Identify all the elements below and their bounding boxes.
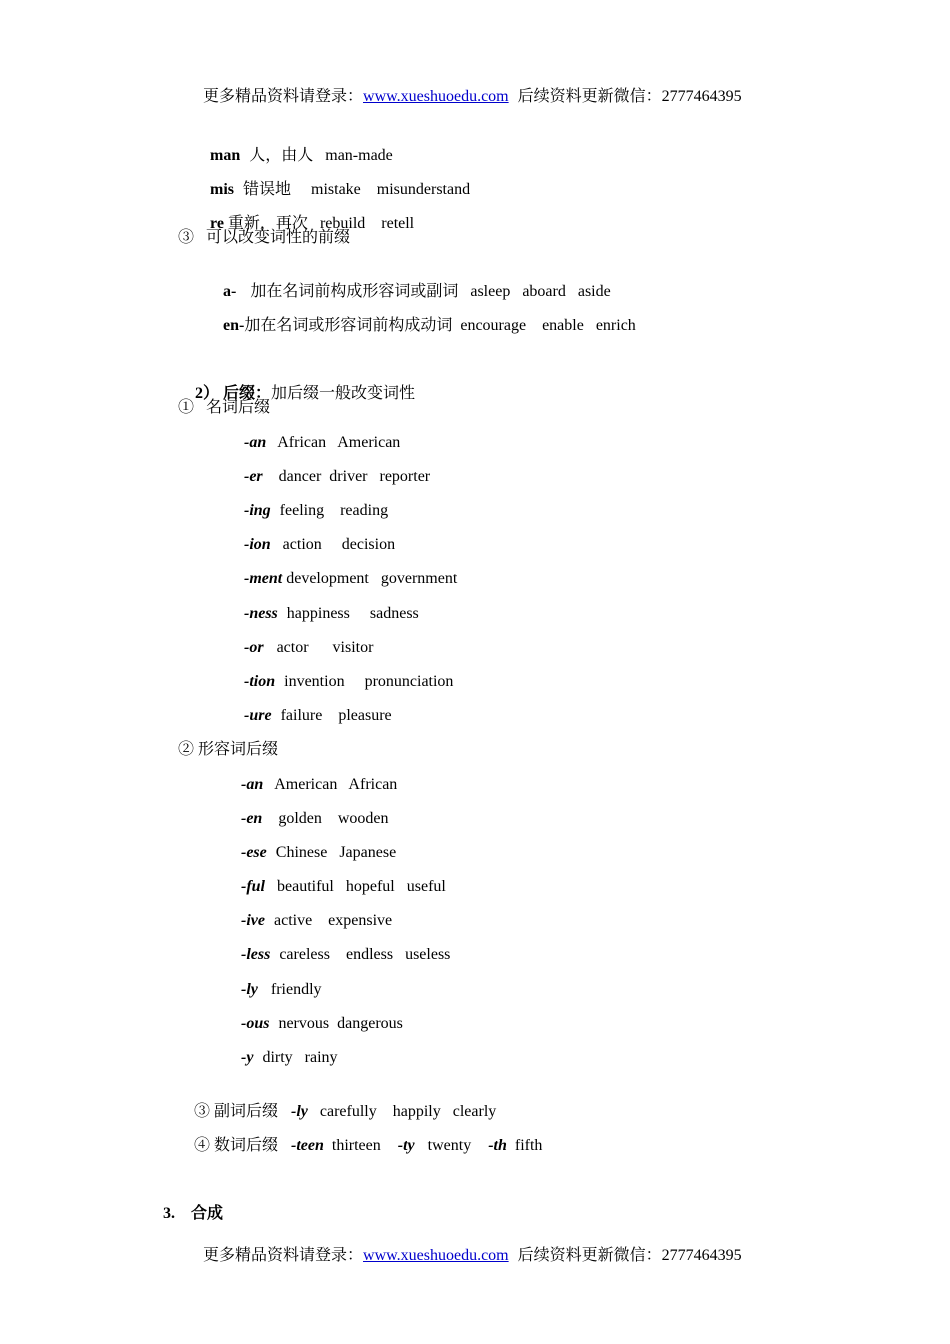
prefix-examples: asleep aboard aside bbox=[470, 283, 611, 300]
adj-suffix-row bbox=[241, 1014, 403, 1034]
suffix-term: -ful bbox=[241, 878, 265, 895]
adj-suffix-heading: ② 形容词后缀 bbox=[178, 741, 279, 758]
noun-suffix-row bbox=[244, 433, 400, 453]
header-suffix: 后续资料更新微信：2777464395 bbox=[517, 88, 742, 105]
suffix-examples: African American bbox=[277, 434, 401, 451]
adverb-suffix-label: ③ 副词后缀 bbox=[194, 1103, 279, 1120]
prefix-examples: man-made bbox=[325, 147, 393, 164]
noun-suffix-heading: ① 名词后缀 bbox=[178, 399, 271, 416]
prefix-meaning: 人，由人 bbox=[249, 147, 314, 164]
suffix-examples: beautiful hopeful useful bbox=[277, 878, 446, 895]
footer-prefix: 更多精品资料请登录： bbox=[203, 1247, 364, 1264]
noun-suffix-row bbox=[244, 467, 430, 487]
adj-suffix-row bbox=[241, 775, 397, 795]
suffix-examples: development government bbox=[286, 570, 458, 587]
suffix-term: -en bbox=[241, 810, 263, 827]
adj-suffix-row bbox=[241, 877, 446, 897]
suffix-examples: action decision bbox=[282, 536, 396, 553]
suffix-examples: Chinese Japanese bbox=[275, 844, 397, 861]
noun-suffix-row bbox=[244, 672, 453, 692]
suffix-term: -teen bbox=[291, 1137, 324, 1154]
footer-suffix: 后续资料更新微信：2777464395 bbox=[517, 1247, 742, 1264]
adj-suffix-row bbox=[241, 809, 389, 829]
section-compound-heading bbox=[155, 1184, 223, 1224]
suffix-examples: dirty rainy bbox=[262, 1049, 338, 1066]
adj-suffix-row bbox=[241, 911, 392, 931]
suffix-heading-label: 2） 后缀： bbox=[195, 385, 272, 402]
suffix-term: -or bbox=[244, 639, 264, 656]
suffix-examples: actor visitor bbox=[276, 639, 374, 656]
noun-suffix-row bbox=[244, 604, 419, 624]
prefix-meaning: 重新，再次 bbox=[227, 215, 308, 232]
suffix-term: -ing bbox=[244, 502, 271, 519]
prefix-meaning: 加在名词或形容词前构成动词 bbox=[244, 317, 453, 334]
suffix-examples: dancer driver reporter bbox=[278, 468, 431, 485]
noun-suffix-row bbox=[244, 501, 388, 521]
suffix-example: fifth bbox=[514, 1137, 543, 1154]
prefix-term: re bbox=[210, 215, 224, 232]
page-footer bbox=[195, 1226, 742, 1266]
prefix-examples: rebuild retell bbox=[319, 215, 415, 232]
prefix-term: a- bbox=[223, 283, 237, 300]
prefix-examples: mistake misunderstand bbox=[311, 181, 471, 198]
adj-suffix-row bbox=[241, 980, 322, 1000]
suffix-examples: invention pronunciation bbox=[284, 673, 454, 690]
section-title: 合成 bbox=[191, 1205, 224, 1222]
suffix-term: -ly bbox=[241, 981, 258, 998]
section-number: 3. bbox=[163, 1205, 175, 1222]
suffix-examples: friendly bbox=[270, 981, 322, 998]
suffix-examples: nervous dangerous bbox=[278, 1015, 403, 1032]
suffix-examples: American African bbox=[274, 776, 398, 793]
suffix-term: -er bbox=[244, 468, 263, 485]
prefix-term: mis bbox=[210, 181, 234, 198]
suffix-examples: carefully happily clearly bbox=[319, 1103, 497, 1120]
suffix-example: twenty bbox=[427, 1137, 472, 1154]
prefix-meaning: 错误地 bbox=[243, 181, 292, 198]
footer-link[interactable]: www.xueshuoedu.com bbox=[363, 1247, 509, 1264]
noun-suffix-row bbox=[244, 638, 373, 658]
adj-suffix-row bbox=[241, 945, 450, 965]
suffix-term: -ly bbox=[291, 1103, 308, 1120]
pos-prefix-row-en bbox=[215, 296, 636, 336]
page-header bbox=[195, 67, 742, 107]
header-prefix: 更多精品资料请登录： bbox=[203, 88, 364, 105]
numeral-suffix-row bbox=[186, 1116, 542, 1156]
noun-suffix-row bbox=[244, 569, 457, 589]
numeral-suffix-label: ④ 数词后缀 bbox=[194, 1137, 279, 1154]
suffix-term: -less bbox=[241, 946, 271, 963]
prefix-meaning: 加在名词前构成形容词或副词 bbox=[250, 283, 459, 300]
suffix-term: -ese bbox=[241, 844, 267, 861]
suffix-term: -ion bbox=[244, 536, 271, 553]
adj-suffix-row bbox=[241, 1048, 338, 1068]
suffix-term: -an bbox=[244, 434, 267, 451]
adj-suffix-row bbox=[241, 843, 396, 863]
suffix-term: -ure bbox=[244, 707, 272, 724]
suffix-term: -tion bbox=[244, 673, 276, 690]
suffix-examples: happiness sadness bbox=[286, 605, 419, 622]
suffix-examples: active expensive bbox=[273, 912, 393, 929]
suffix-examples: golden wooden bbox=[278, 810, 389, 827]
prefix-term: man bbox=[210, 147, 241, 164]
suffix-term: -ive bbox=[241, 912, 265, 929]
suffix-heading-text: 加后缀一般改变词性 bbox=[271, 385, 416, 402]
suffix-term: -ous bbox=[241, 1015, 270, 1032]
suffix-examples: failure pleasure bbox=[280, 707, 392, 724]
suffix-term: -an bbox=[241, 776, 264, 793]
prefix-term: en- bbox=[223, 317, 245, 334]
noun-suffix-row bbox=[244, 706, 392, 726]
suffix-examples: feeling reading bbox=[279, 502, 389, 519]
noun-suffix-row bbox=[244, 535, 395, 555]
header-link[interactable]: www.xueshuoedu.com bbox=[363, 88, 509, 105]
prefix-examples: encourage enable enrich bbox=[460, 317, 636, 334]
suffix-term: -th bbox=[488, 1137, 507, 1154]
suffix-example: thirteen bbox=[331, 1137, 381, 1154]
pos-prefix-heading: ③ 可以改变词性的前缀 bbox=[178, 229, 351, 246]
suffix-term: -ment bbox=[244, 570, 283, 587]
suffix-term: -ness bbox=[244, 605, 278, 622]
suffix-term: -ty bbox=[397, 1137, 415, 1154]
suffix-term: -y bbox=[241, 1049, 254, 1066]
suffix-examples: careless endless useless bbox=[279, 946, 451, 963]
